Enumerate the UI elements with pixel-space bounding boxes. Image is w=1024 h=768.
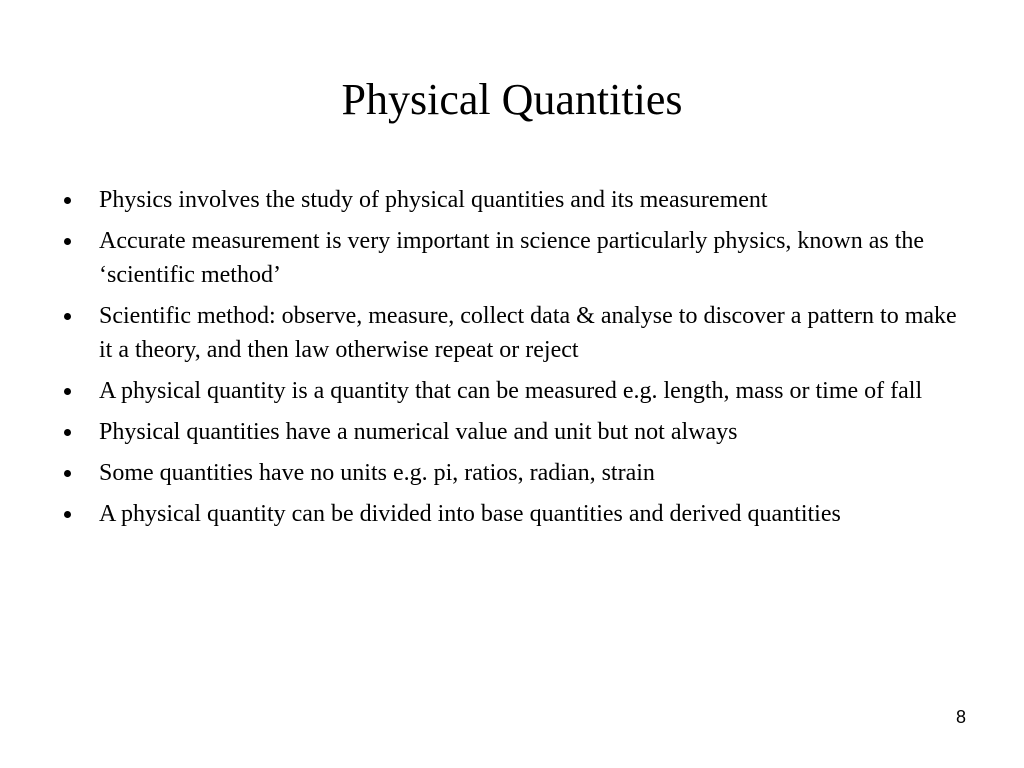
bullet-item	[64, 497, 964, 531]
page-number: 8	[955, 707, 966, 727]
bullet-dot-icon	[64, 388, 71, 395]
bullet-text: Some quantities have no units e.g. pi, ratios, radian, strain	[99, 460, 655, 486]
bullet-item	[64, 374, 964, 408]
bullet-item	[64, 183, 964, 217]
bullet-text: A physical quantity is a quantity that can be measured e.g. length, mass or time of fall	[99, 378, 923, 404]
bullet-dot-icon	[64, 197, 71, 204]
bullet-dot-icon	[64, 313, 71, 320]
bullet-item	[64, 299, 964, 367]
bullet-dot-icon	[64, 429, 71, 436]
bullet-dot-icon	[64, 238, 71, 245]
slide-title: Physical Quantities	[341, 75, 683, 124]
bullet-text: Physical quantities have a numerical value and unit but not always	[99, 419, 738, 445]
bullet-list	[64, 183, 964, 538]
bullet-item	[64, 415, 964, 449]
bullet-dot-icon	[64, 511, 71, 518]
bullet-item	[64, 224, 964, 292]
bullet-dot-icon	[64, 470, 71, 477]
bullet-item	[64, 456, 964, 490]
bullet-text: Scientific method: observe, measure, collect data & analyse to discover a pattern to make it a theory, and then law otherwise repeat or reject	[99, 303, 957, 363]
bullet-text: A physical quantity can be divided into base quantities and derived quantities	[99, 501, 841, 527]
bullet-text: Accurate measurement is very important in science particularly physics, known as the ‘scientific method’	[99, 228, 925, 288]
bullet-text: Physics involves the study of physical quantities and its measurement	[99, 187, 768, 213]
